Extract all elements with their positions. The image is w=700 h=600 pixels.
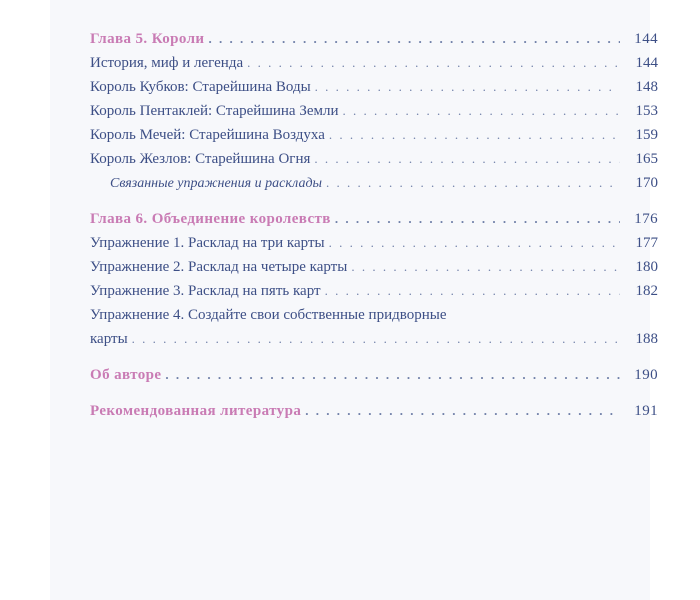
toc-leader-dots <box>315 75 620 99</box>
toc-subentry[interactable] <box>90 171 658 195</box>
toc-entry[interactable] <box>90 255 658 279</box>
toc-entry-title: Связанные упражнения и расклады <box>110 176 323 191</box>
section-gap <box>90 351 658 363</box>
toc-entry-title: Упражнение 4. Создайте свои собственные придворные <box>90 307 447 323</box>
toc-leader-dots <box>351 255 620 279</box>
toc-entry-title: Упражнение 3. Расклад на пять карт <box>90 283 321 299</box>
toc-page-number: 191 <box>634 403 658 419</box>
toc-page-number: 182 <box>635 283 658 299</box>
toc-page-number: 188 <box>635 331 658 347</box>
toc-page-number: 176 <box>634 211 658 227</box>
toc-chapter-title: Рекомендованная литература <box>90 403 302 419</box>
book-page <box>50 0 658 600</box>
toc-page-number: 180 <box>635 259 658 275</box>
toc-leader-dots <box>247 51 620 75</box>
toc-leader-dots <box>343 99 620 123</box>
toc-entry-title: История, миф и легенда <box>90 55 244 71</box>
toc-chapter-5[interactable] <box>90 27 658 51</box>
toc-entry[interactable] <box>90 51 658 75</box>
section-gap <box>90 387 658 399</box>
toc-page-number: 190 <box>634 367 658 383</box>
toc-entry-title: Король Пентаклей: Старейшина Земли <box>90 103 339 119</box>
toc-entry[interactable] <box>90 99 658 123</box>
toc-page-number: 165 <box>635 151 658 167</box>
toc-entry[interactable] <box>90 279 658 303</box>
toc-entry-title: Упражнение 1. Расклад на три карты <box>90 235 325 251</box>
toc-leader-dots <box>132 327 620 351</box>
toc-leader-dots <box>335 207 620 231</box>
toc-page-number: 159 <box>635 127 658 143</box>
table-of-contents <box>90 27 658 423</box>
toc-leader-dots <box>326 171 620 195</box>
toc-chapter-title: Глава 6. Объединение королевств <box>90 211 331 227</box>
toc-entry-line1[interactable] <box>90 303 658 327</box>
toc-entry[interactable] <box>90 147 658 171</box>
toc-page-number: 153 <box>635 103 658 119</box>
toc-page-number: 170 <box>635 175 658 191</box>
toc-entry-title: Упражнение 2. Расклад на четыре карты <box>90 259 348 275</box>
toc-page-number: 177 <box>635 235 658 251</box>
section-gap <box>90 195 658 207</box>
toc-page-number: 148 <box>635 79 658 95</box>
toc-chapter-6[interactable] <box>90 207 658 231</box>
toc-about-author[interactable] <box>90 363 658 387</box>
toc-entry[interactable] <box>90 123 658 147</box>
toc-entry[interactable] <box>90 75 658 99</box>
toc-chapter-title: Об авторе <box>90 367 162 383</box>
toc-leader-dots <box>325 279 620 303</box>
toc-entry-title: Король Кубков: Старейшина Воды <box>90 79 311 95</box>
toc-leader-dots <box>208 27 620 51</box>
toc-page-number: 144 <box>635 55 658 71</box>
toc-entry[interactable] <box>90 231 658 255</box>
toc-leader-dots <box>305 399 620 423</box>
toc-entry-title: Король Жезлов: Старейшина Огня <box>90 151 311 167</box>
toc-leader-dots <box>165 363 620 387</box>
toc-entry-title-continued: карты <box>90 331 128 347</box>
toc-entry-line2[interactable] <box>90 327 658 351</box>
toc-page-number: 144 <box>634 31 658 47</box>
toc-leader-dots <box>329 231 620 255</box>
toc-leader-dots <box>329 123 620 147</box>
toc-entry-title: Король Мечей: Старейшина Воздуха <box>90 127 325 143</box>
toc-leader-dots <box>314 147 620 171</box>
toc-literature[interactable] <box>90 399 658 423</box>
toc-chapter-title: Глава 5. Короли <box>90 31 205 47</box>
